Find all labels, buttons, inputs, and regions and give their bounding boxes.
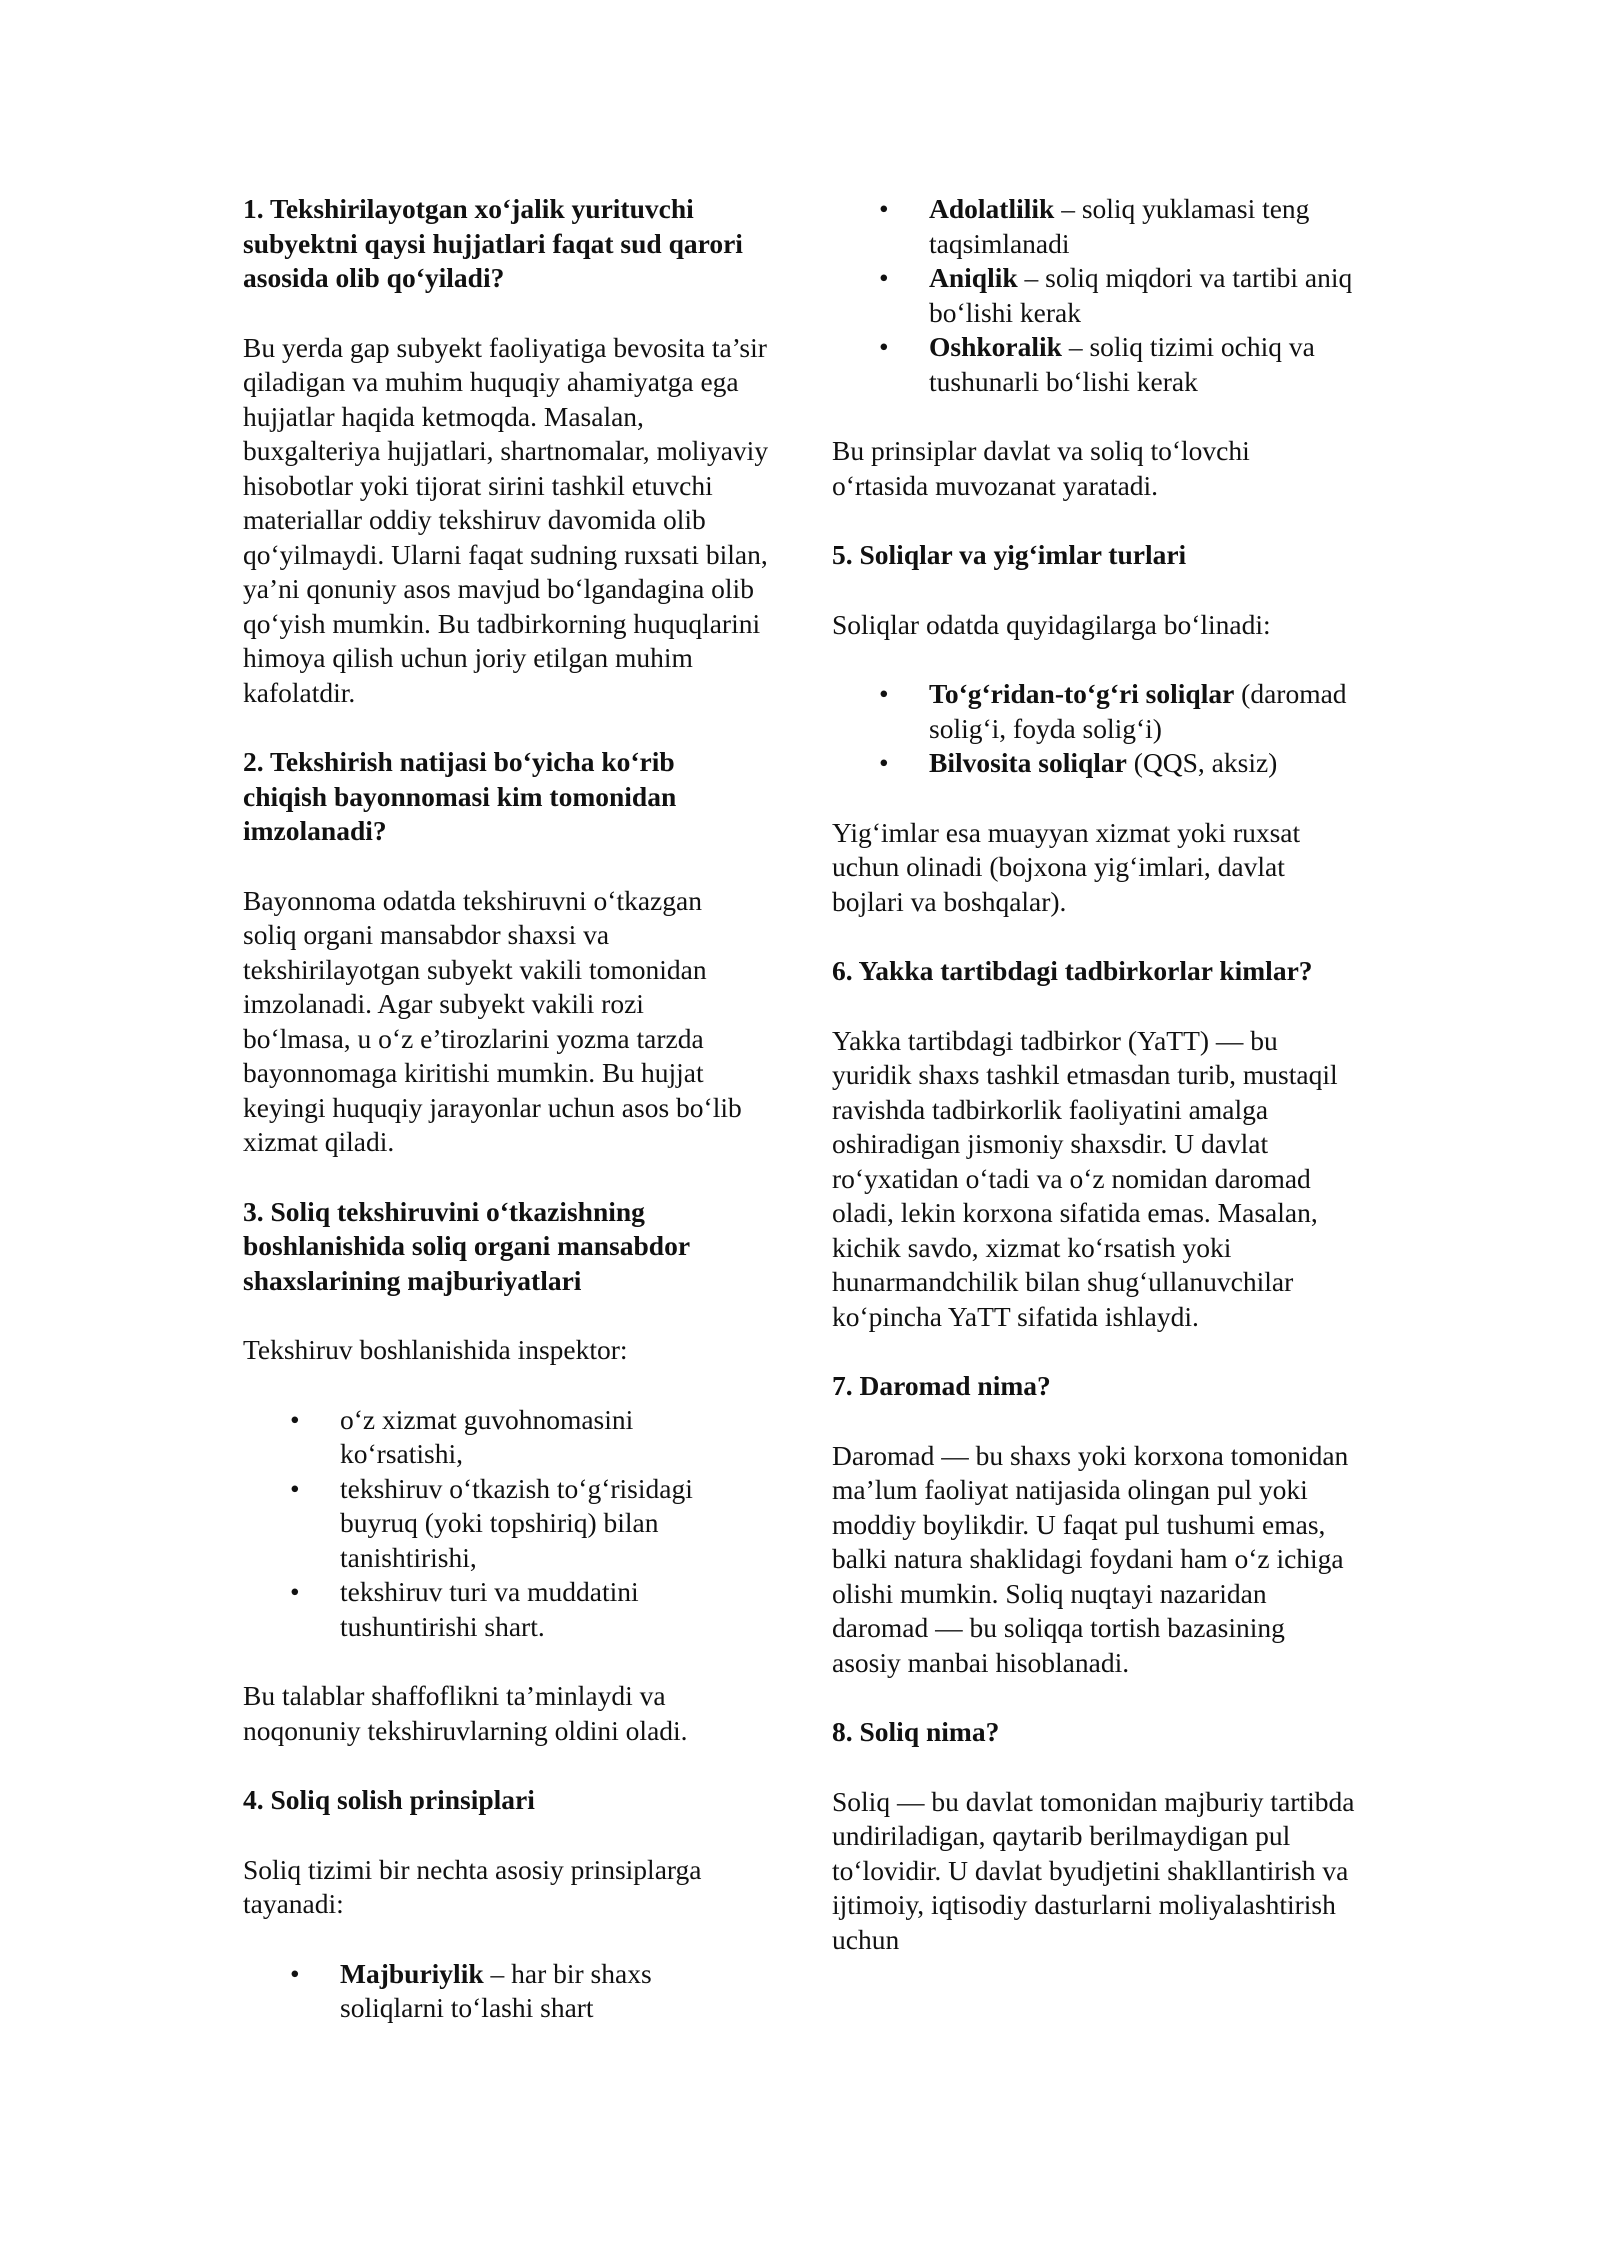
section-6-title: 6. Yakka tartibdagi tadbirkorlar kimlar? (832, 955, 1313, 986)
list-item-term: To‘g‘ridan-to‘g‘ri soliqlar (929, 678, 1235, 709)
bullet-icon: • (290, 1472, 300, 1504)
list-item (879, 330, 1399, 399)
section-5-outro: Yig‘imlar esa muayyan xizmat yoki ruxsat uchun olinadi (bojxona yig‘imlari, davlat bojlari va boshqalar). (832, 816, 1301, 917)
section-7 (832, 1369, 1372, 1680)
section-6-body: Yakka tartibdagi tadbirkor (YaTT) — bu yuridik shaxs tashkil etmasdan turib, mustaqil ravishda tadbirkorlik faoliyatini amalga oshiradigan jismoniy shaxsdir. U davlat ro‘yxatidan o‘tadi va o‘z nomidan daromad oladi, lekin korxona sifatida emas. Masalan, kichik savdo, xizmat ko‘rsatish yoki hunarmandchilik bilan shug‘ullanuvchilar ko‘pincha YaTT sifatida ishlaydi. (832, 1024, 1338, 1332)
bullet-icon: • (290, 1403, 300, 1435)
list-item-term: Majburiylik (340, 1957, 484, 1989)
list-item-desc: – soliq yuklamasi teng taqsimlanadi (929, 193, 1310, 259)
bullet-icon: • (879, 678, 889, 709)
list-item (879, 677, 1369, 746)
list-item-desc: (daromad solig‘i, foyda solig‘i) (929, 678, 1347, 744)
section-3-outro: Bu talablar shaffoflikni ta’minlaydi va noqonuniy tekshiruvlarning oldini oladi. (243, 1680, 688, 1746)
list-item-text: tekshiruv o‘tkazish to‘g‘risidagi buyruq (yoki topshiriq) bilan tanishtirishi, (340, 1472, 693, 1573)
section-3-intro: Tekshiruv boshlanishida inspektor: (243, 1334, 628, 1365)
section-4-intro: Soliq tizimi bir nechta asosiy prinsiplarga tayanadi: (243, 1853, 702, 1919)
section-4-continued (832, 192, 1372, 503)
list-item-text: tekshiruv turi va muddatini tushuntirishi shart. (340, 1576, 639, 1642)
section-4-list-continued (832, 192, 1399, 399)
list-item-term: Bilvosita soliqlar (929, 747, 1127, 778)
bullet-icon: • (290, 1957, 300, 1989)
section-5-title: 5. Soliqlar va yig‘imlar turlari (832, 539, 1187, 570)
bullet-icon: • (879, 193, 889, 224)
list-item (290, 1575, 720, 1644)
list-item (290, 1403, 720, 1472)
section-3-list (243, 1403, 720, 1645)
section-6 (832, 954, 1372, 1334)
section-5-intro: Soliqlar odatda quyidagilarga bo‘linadi: (832, 608, 1271, 640)
list-item-term: Adolatlilik (929, 193, 1055, 224)
section-1 (243, 192, 783, 710)
section-4-title: 4. Soliq solish prinsiplari (243, 1784, 535, 1815)
section-8-title: 8. Soliq nima? (832, 1716, 1000, 1747)
list-item (879, 261, 1399, 330)
section-4 (243, 1783, 783, 2026)
bullet-icon: • (290, 1576, 300, 1607)
section-4-list (243, 1957, 720, 2026)
list-item-desc: – soliq miqdori va tartibi aniq bo‘lishi kerak (929, 262, 1353, 328)
section-2-title: 2. Tekshirish natijasi bo‘yicha ko‘rib chiqish bayonnomasi kim tomonidan imzolanadi? (243, 746, 677, 846)
list-item-desc: (QQS, aksiz) (1126, 747, 1278, 778)
section-5-list (832, 677, 1369, 781)
list-item-desc: – har bir shaxs soliqlarni to‘lashi shart (340, 1957, 652, 2023)
section-1-title: 1. Tekshirilayotgan xo‘jalik yurituvchi subyektni qaysi hujjatlari faqat sud qarori asosida olib qo‘yiladi? (243, 193, 743, 293)
section-1-body: Bu yerda gap subyekt faoliyatiga bevosita ta’sir qiladigan va muhim huquqiy ahamiyatga ega hujjatlar haqida ketmoqda. Masalan, buxgalteriya hujjatlari, shartnomalar, moliyaviy hisobotlar yoki tijorat sirini tashkil etuvchi materiallar oddiy tekshiruv davomida olib qo‘yilmaydi. Ularni faqat sudning ruxsati bilan, ya’ni qonuniy asos mavjud bo‘lgandagina olib qo‘yish mumkin. Bu tadbirkorning huquqlarini himoya qilish uchun joriy etilgan muhim kafolatdir. (243, 331, 769, 708)
bullet-icon: • (879, 747, 889, 778)
section-7-title: 7. Daromad nima? (832, 1370, 1051, 1401)
section-2-body: Bayonnoma odatda tekshiruvni o‘tkazgan soliq organi mansabdor shaxsi va tekshirilayotgan subyekt vakili tomonidan imzolanadi. Agar subyekt vakili rozi bo‘lmasa, u o‘z e’tirozlarini yozma tarzda bayonnomaga kiritishi mumkin. Bu hujjat keyingi huquqiy jarayonlar uchun asos bo‘lib xizmat qiladi. (243, 884, 742, 1157)
section-7-body: Daromad — bu shaxs yoki korxona tomonidan ma’lum faoliyat natijasida olingan pul yoki moddiy boylikdir. U faqat pul tushumi emas, balki natura shaklidagi foydani ham o‘z ichiga olishi mumkin. Soliq nuqtayi nazaridan daromad — bu soliqqa tortish bazasining asosiy manbai hisoblanadi. (832, 1439, 1349, 1678)
section-8 (832, 1715, 1372, 1957)
left-column (243, 192, 783, 2061)
section-2 (243, 745, 783, 1160)
bullet-icon: • (879, 331, 889, 362)
list-item-term: Aniqlik (929, 262, 1018, 293)
list-item (879, 746, 1369, 781)
list-item (879, 192, 1399, 261)
list-item-term: Oshkoralik (929, 331, 1062, 362)
list-item-text: o‘z xizmat guvohnomasini ko‘rsatishi, (340, 1403, 634, 1469)
section-4-outro: Bu prinsiplar davlat va soliq to‘lovchi o‘rtasida muvozanat yaratadi. (832, 435, 1250, 501)
list-item-desc: – soliq tizimi ochiq va tushunarli bo‘lishi kerak (929, 331, 1315, 397)
right-column (832, 192, 1372, 1992)
section-8-body: Soliq — bu davlat tomonidan majburiy tartibda undiriladigan, qaytarib berilmaydigan pul to‘lovidir. U davlat byudjetini shakllantirish va ijtimoiy, iqtisodiy dasturlarni moliyalashtirish uchun (832, 1785, 1355, 1955)
bullet-icon: • (879, 262, 889, 293)
section-3-title: 3. Soliq tekshiruvini o‘tkazishning boshlanishida soliq organi mansabdor shaxslarining majburiyatlari (243, 1195, 690, 1296)
section-3 (243, 1195, 783, 1749)
section-5 (832, 538, 1372, 919)
list-item (290, 1472, 720, 1576)
list-item (290, 1957, 720, 2026)
